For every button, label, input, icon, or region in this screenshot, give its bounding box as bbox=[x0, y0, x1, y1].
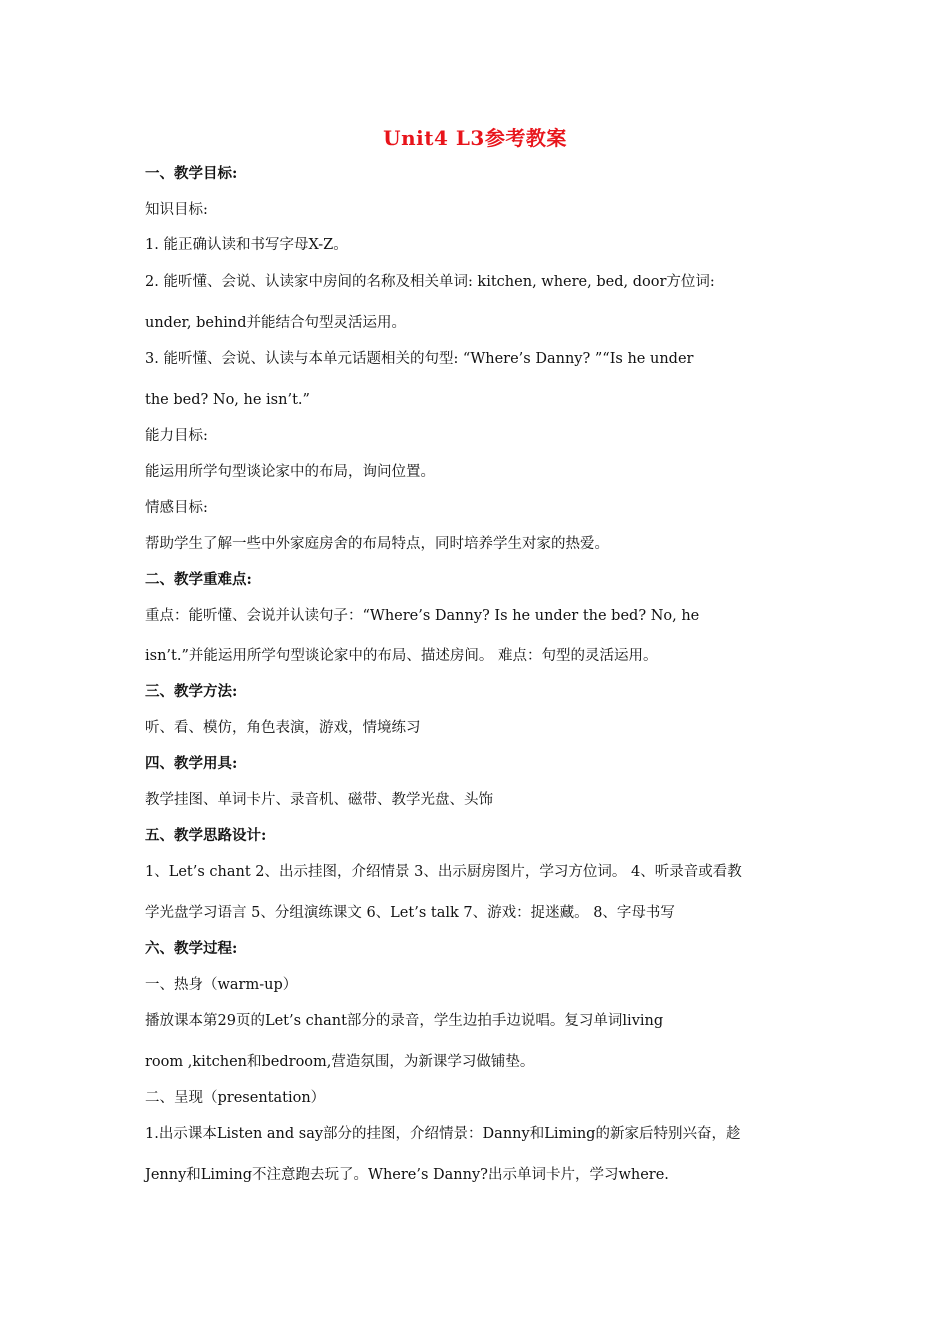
paragraph-line: room ,kitchen和bedroom,营造氛围，为新课学习做铺垫。 bbox=[145, 1054, 535, 1070]
paragraph-line: 帮助学生了解一些中外家庭房舍的布局特点，同时培养学生对家的热爱。 bbox=[145, 536, 609, 552]
section-heading-process: 六、教学过程: bbox=[145, 940, 238, 957]
section-heading-tools: 四、教学用具: bbox=[145, 755, 238, 772]
paragraph-line: 1. 能正确认读和书写字母X-Z。 bbox=[145, 237, 348, 253]
paragraph-line: 1.出示课本Listen and say部分的挂图，介绍情景：Danny和Liming的新家后特别兴奋，趁 bbox=[145, 1126, 741, 1142]
paragraph-line: isn’t.”并能运用所学句型谈论家中的布局、描述房间。 难点：句型的灵活运用。 bbox=[145, 648, 658, 664]
section-heading-methods: 三、教学方法: bbox=[145, 683, 238, 700]
paragraph-line: 播放课本第29页的Let’s chant部分的录音，学生边拍手边说唱。复习单词living bbox=[145, 1013, 664, 1029]
paragraph-line: 能运用所学句型谈论家中的布局，询问位置。 bbox=[145, 464, 435, 480]
paragraph-line: 重点：能听懂、会说并认读句子：“Where’s Danny? Is he under the bed? No, he bbox=[145, 608, 700, 624]
paragraph-line: 听、看、模仿，角色表演，游戏，情境练习 bbox=[145, 720, 421, 736]
paragraph-line: 1、Let’s chant 2、出示挂图，介绍情景 3、出示厨房图片，学习方位词。 4、听录音或看教 bbox=[145, 864, 742, 880]
paragraph-line: 3. 能听懂、会说、认读与本单元话题相关的句型: “Where’s Danny? ”“Is he under bbox=[145, 351, 694, 367]
paragraph-line: 教学挂图、单词卡片、录音机、磁带、教学光盘、头饰 bbox=[145, 792, 493, 808]
paragraph-line: 学光盘学习语言 5、分组演练课文 6、Let’s talk 7、游戏：捉迷藏。 8、字母书写 bbox=[145, 905, 675, 921]
paragraph-line: Jenny和Liming不注意跑去玩了。Where’s Danny?出示单词卡片，学习where. bbox=[145, 1167, 669, 1183]
paragraph-line: 2. 能听懂、会说、认读家中房间的名称及相关单词: kitchen, where, bed, door方位词: bbox=[145, 274, 715, 290]
section-heading-key-points: 二、教学重难点: bbox=[145, 571, 252, 588]
section-heading-design: 五、教学思路设计: bbox=[145, 827, 267, 844]
subheading-presentation: 二、呈现（presentation） bbox=[145, 1090, 326, 1106]
paragraph-line: the bed? No, he isn’t.” bbox=[145, 392, 310, 408]
paragraph-line: under, behind并能结合句型灵活运用。 bbox=[145, 315, 407, 331]
subheading-emotion: 情感目标: bbox=[145, 500, 208, 516]
subheading-warm-up: 一、热身（warm-up） bbox=[145, 977, 298, 993]
subheading-ability: 能力目标: bbox=[145, 428, 208, 444]
section-heading-objectives: 一、教学目标: bbox=[145, 165, 238, 182]
document-title: Unit4 L3参考教案 bbox=[383, 126, 567, 150]
subheading-knowledge: 知识目标: bbox=[145, 202, 208, 218]
